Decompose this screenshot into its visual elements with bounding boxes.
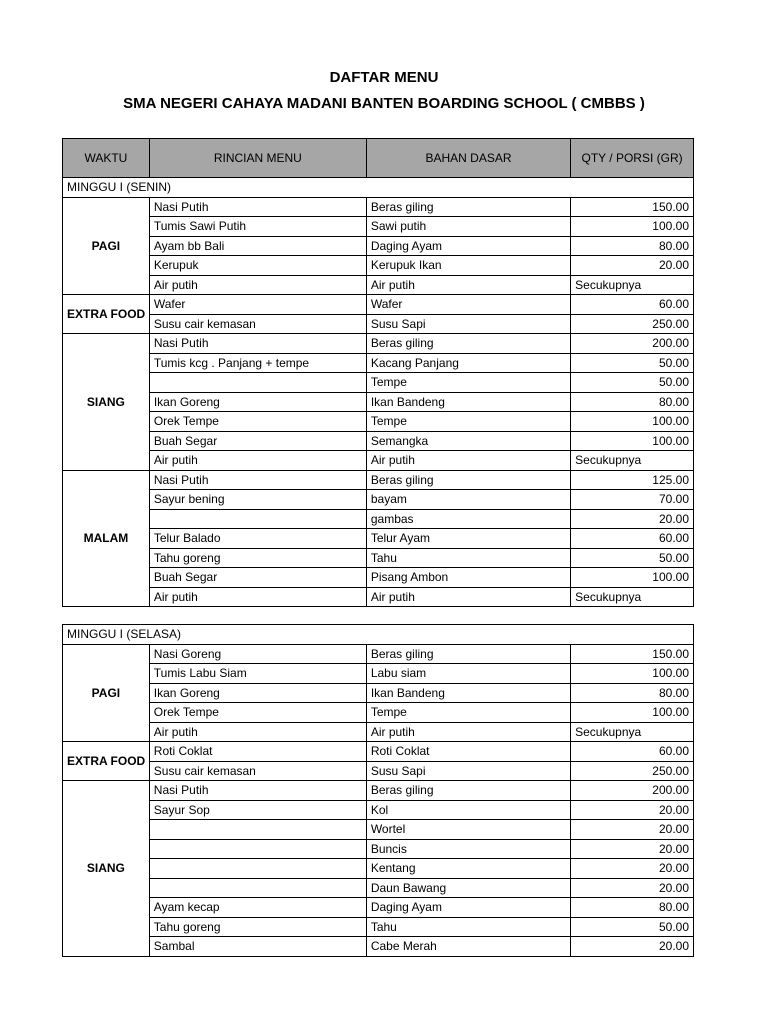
table-row bbox=[63, 898, 694, 918]
bahan-cell: gambas bbox=[366, 509, 570, 529]
document-title-block bbox=[0, 68, 768, 114]
bahan-cell: Semangka bbox=[366, 431, 570, 451]
qty-cell: 100.00 bbox=[571, 217, 694, 237]
table-row bbox=[63, 373, 694, 393]
table-row bbox=[63, 761, 694, 781]
bahan-cell: Cabe Merah bbox=[366, 937, 570, 957]
bahan-cell: Susu Sapi bbox=[366, 314, 570, 334]
menu-table-selasa bbox=[62, 624, 694, 957]
bahan-cell: Pisang Ambon bbox=[366, 568, 570, 588]
bahan-cell: Tahu bbox=[366, 917, 570, 937]
table-header-row bbox=[63, 139, 694, 178]
menu-cell: Air putih bbox=[149, 275, 366, 295]
menu-cell: Tumis Labu Siam bbox=[149, 664, 366, 684]
bahan-cell: Air putih bbox=[366, 275, 570, 295]
bahan-cell: Buncis bbox=[366, 839, 570, 859]
qty-cell: Secukupnya bbox=[571, 722, 694, 742]
table-row bbox=[63, 644, 694, 664]
table-row bbox=[63, 314, 694, 334]
header-waktu: WAKTU bbox=[63, 139, 150, 178]
qty-cell: 100.00 bbox=[571, 703, 694, 723]
qty-cell: 20.00 bbox=[571, 509, 694, 529]
table-row bbox=[63, 917, 694, 937]
menu-cell: Air putih bbox=[149, 451, 366, 471]
bahan-cell: Kentang bbox=[366, 859, 570, 879]
qty-cell: 60.00 bbox=[571, 742, 694, 762]
table-row bbox=[63, 703, 694, 723]
bahan-cell: Beras giling bbox=[366, 470, 570, 490]
qty-cell: 250.00 bbox=[571, 314, 694, 334]
qty-cell: 100.00 bbox=[571, 431, 694, 451]
table-row bbox=[63, 275, 694, 295]
menu-cell bbox=[149, 839, 366, 859]
table-row bbox=[63, 878, 694, 898]
menu-cell: Wafer bbox=[149, 295, 366, 315]
waktu-cell: PAGI bbox=[63, 644, 150, 742]
menu-cell: Ayam bb Bali bbox=[149, 236, 366, 256]
bahan-cell: Air putih bbox=[366, 587, 570, 607]
menu-cell: Susu cair kemasan bbox=[149, 314, 366, 334]
qty-cell: 20.00 bbox=[571, 878, 694, 898]
menu-cell bbox=[149, 878, 366, 898]
qty-cell: Secukupnya bbox=[571, 587, 694, 607]
table-row bbox=[63, 937, 694, 957]
qty-cell: 250.00 bbox=[571, 761, 694, 781]
table-row bbox=[63, 683, 694, 703]
qty-cell: 50.00 bbox=[571, 917, 694, 937]
menu-cell: Air putih bbox=[149, 587, 366, 607]
table-row bbox=[63, 839, 694, 859]
table-row bbox=[63, 295, 694, 315]
bahan-cell: Kerupuk Ikan bbox=[366, 256, 570, 276]
waktu-cell: EXTRA FOOD bbox=[63, 742, 150, 781]
bahan-cell: Tempe bbox=[366, 373, 570, 393]
bahan-cell: Tempe bbox=[366, 412, 570, 432]
table-row bbox=[63, 470, 694, 490]
table-row bbox=[63, 781, 694, 801]
bahan-cell: Roti Coklat bbox=[366, 742, 570, 762]
menu-cell: Buah Segar bbox=[149, 568, 366, 588]
bahan-cell: Kol bbox=[366, 800, 570, 820]
table-row bbox=[63, 412, 694, 432]
table-row bbox=[63, 509, 694, 529]
menu-cell: Tumis kcg . Panjang + tempe bbox=[149, 353, 366, 373]
menu-cell: Tahu goreng bbox=[149, 548, 366, 568]
menu-cell: Tumis Sawi Putih bbox=[149, 217, 366, 237]
bahan-cell: Air putih bbox=[366, 722, 570, 742]
table-row bbox=[63, 820, 694, 840]
waktu-cell: PAGI bbox=[63, 197, 150, 295]
header-qty-porsi: QTY / PORSI (GR) bbox=[571, 139, 694, 178]
bahan-cell: Beras giling bbox=[366, 781, 570, 801]
table-row bbox=[63, 529, 694, 549]
menu-cell: Ayam kecap bbox=[149, 898, 366, 918]
bahan-cell: Tempe bbox=[366, 703, 570, 723]
table-row bbox=[63, 587, 694, 607]
table-row bbox=[63, 664, 694, 684]
menu-cell: Orek Tempe bbox=[149, 412, 366, 432]
qty-cell: 100.00 bbox=[571, 664, 694, 684]
qty-cell: Secukupnya bbox=[571, 275, 694, 295]
table-row bbox=[63, 568, 694, 588]
menu-cell: Air putih bbox=[149, 722, 366, 742]
qty-cell: 150.00 bbox=[571, 197, 694, 217]
bahan-cell: Ikan Bandeng bbox=[366, 683, 570, 703]
menu-cell: Susu cair kemasan bbox=[149, 761, 366, 781]
menu-cell: Nasi Putih bbox=[149, 334, 366, 354]
bahan-cell: Wafer bbox=[366, 295, 570, 315]
menu-cell: Nasi Goreng bbox=[149, 644, 366, 664]
header-rincian-menu: RINCIAN MENU bbox=[149, 139, 366, 178]
week-label-row bbox=[63, 178, 694, 198]
qty-cell: 20.00 bbox=[571, 859, 694, 879]
table-row bbox=[63, 742, 694, 762]
table-row bbox=[63, 722, 694, 742]
qty-cell: 100.00 bbox=[571, 412, 694, 432]
bahan-cell: Beras giling bbox=[366, 644, 570, 664]
qty-cell: 80.00 bbox=[571, 898, 694, 918]
qty-cell: 80.00 bbox=[571, 236, 694, 256]
bahan-cell: bayam bbox=[366, 490, 570, 510]
waktu-cell: SIANG bbox=[63, 781, 150, 957]
bahan-cell: Wortel bbox=[366, 820, 570, 840]
qty-cell: 200.00 bbox=[571, 334, 694, 354]
table-row bbox=[63, 859, 694, 879]
waktu-cell: MALAM bbox=[63, 470, 150, 607]
menu-cell: Sayur bening bbox=[149, 490, 366, 510]
qty-cell: 70.00 bbox=[571, 490, 694, 510]
menu-cell: Kerupuk bbox=[149, 256, 366, 276]
menu-cell bbox=[149, 859, 366, 879]
menu-cell: Orek Tempe bbox=[149, 703, 366, 723]
qty-cell: 20.00 bbox=[571, 839, 694, 859]
waktu-cell: EXTRA FOOD bbox=[63, 295, 150, 334]
bahan-cell: Daun Bawang bbox=[366, 878, 570, 898]
bahan-cell: Telur Ayam bbox=[366, 529, 570, 549]
menu-cell bbox=[149, 820, 366, 840]
qty-cell: 50.00 bbox=[571, 548, 694, 568]
table-row bbox=[63, 431, 694, 451]
menu-cell: Telur Balado bbox=[149, 529, 366, 549]
qty-cell: 150.00 bbox=[571, 644, 694, 664]
table-row bbox=[63, 353, 694, 373]
qty-cell: 20.00 bbox=[571, 937, 694, 957]
document-title: DAFTAR MENU bbox=[329, 69, 439, 86]
qty-cell: 200.00 bbox=[571, 781, 694, 801]
qty-cell: 100.00 bbox=[571, 568, 694, 588]
table-row bbox=[63, 392, 694, 412]
bahan-cell: Beras giling bbox=[366, 334, 570, 354]
qty-cell: 60.00 bbox=[571, 529, 694, 549]
bahan-cell: Beras giling bbox=[366, 197, 570, 217]
table-row bbox=[63, 451, 694, 471]
bahan-cell: Sawi putih bbox=[366, 217, 570, 237]
qty-cell: 50.00 bbox=[571, 353, 694, 373]
bahan-cell: Labu siam bbox=[366, 664, 570, 684]
week-label-row bbox=[63, 625, 694, 645]
menu-cell: Ikan Goreng bbox=[149, 683, 366, 703]
table-row bbox=[63, 256, 694, 276]
menu-cell bbox=[149, 373, 366, 393]
bahan-cell: Daging Ayam bbox=[366, 898, 570, 918]
menu-cell: Buah Segar bbox=[149, 431, 366, 451]
qty-cell: 20.00 bbox=[571, 256, 694, 276]
table-row bbox=[63, 334, 694, 354]
menu-cell: Ikan Goreng bbox=[149, 392, 366, 412]
bahan-cell: Susu Sapi bbox=[366, 761, 570, 781]
bahan-cell: Tahu bbox=[366, 548, 570, 568]
table-row bbox=[63, 197, 694, 217]
qty-cell: 125.00 bbox=[571, 470, 694, 490]
menu-cell: Roti Coklat bbox=[149, 742, 366, 762]
bahan-cell: Kacang Panjang bbox=[366, 353, 570, 373]
header-bahan-dasar: BAHAN DASAR bbox=[366, 139, 570, 178]
menu-cell: Nasi Putih bbox=[149, 470, 366, 490]
qty-cell: Secukupnya bbox=[571, 451, 694, 471]
table-row bbox=[63, 800, 694, 820]
bahan-cell: Daging Ayam bbox=[366, 236, 570, 256]
table-row bbox=[63, 236, 694, 256]
qty-cell: 60.00 bbox=[571, 295, 694, 315]
qty-cell: 80.00 bbox=[571, 392, 694, 412]
menu-cell: Nasi Putih bbox=[149, 197, 366, 217]
waktu-cell: SIANG bbox=[63, 334, 150, 471]
menu-cell: Sayur Sop bbox=[149, 800, 366, 820]
table-row bbox=[63, 217, 694, 237]
menu-cell: Nasi Putih bbox=[149, 781, 366, 801]
qty-cell: 20.00 bbox=[571, 800, 694, 820]
menu-cell: Tahu goreng bbox=[149, 917, 366, 937]
week-label: MINGGU I (SELASA) bbox=[63, 625, 694, 645]
table-row bbox=[63, 490, 694, 510]
qty-cell: 80.00 bbox=[571, 683, 694, 703]
qty-cell: 20.00 bbox=[571, 820, 694, 840]
menu-table-senin bbox=[62, 138, 694, 607]
table-row bbox=[63, 548, 694, 568]
bahan-cell: Ikan Bandeng bbox=[366, 392, 570, 412]
bahan-cell: Air putih bbox=[366, 451, 570, 471]
week-label: MINGGU I (SENIN) bbox=[63, 178, 694, 198]
qty-cell: 50.00 bbox=[571, 373, 694, 393]
document-subtitle: SMA NEGERI CAHAYA MADANI BANTEN BOARDING SCHOOL ( CMBBS ) bbox=[123, 95, 645, 112]
menu-cell bbox=[149, 509, 366, 529]
menu-cell: Sambal bbox=[149, 937, 366, 957]
